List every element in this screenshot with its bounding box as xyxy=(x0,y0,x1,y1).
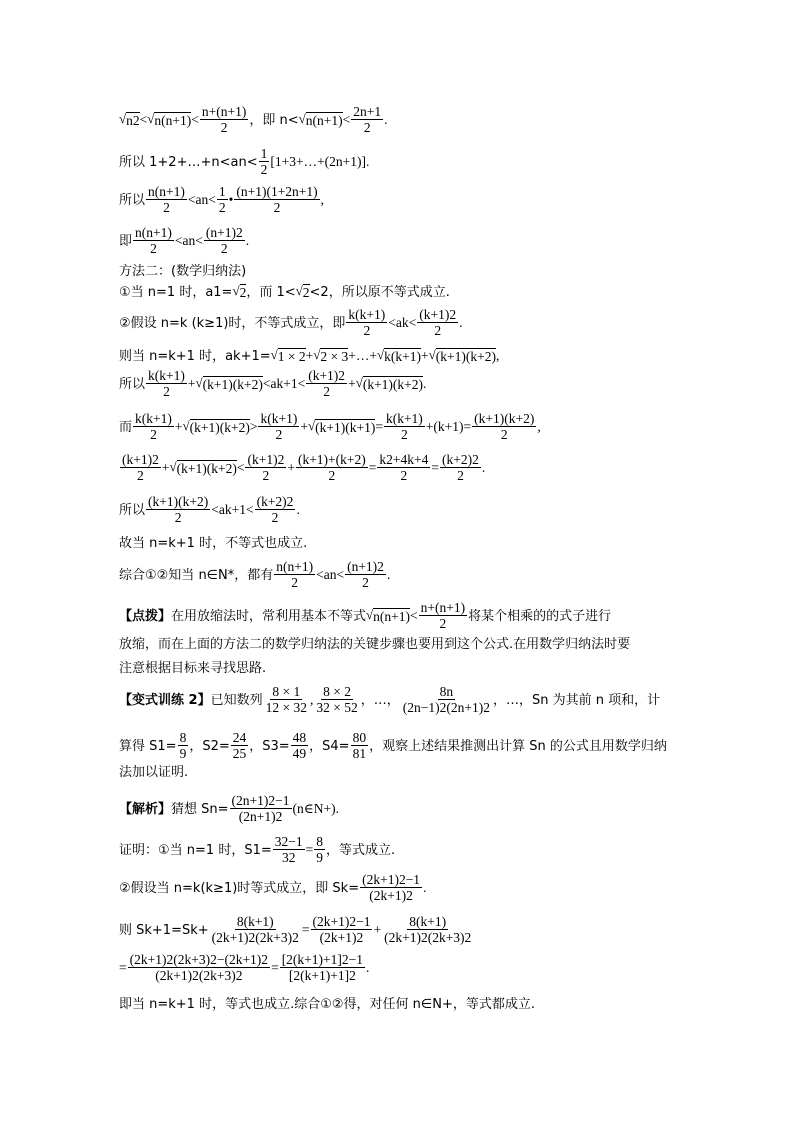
fraction: $\frac{n+(n+1)}{2}$ xyxy=(201,104,247,135)
hint-label: 【点拨】 xyxy=(119,608,172,624)
fraction: $\frac{k2+4k+4}{2}$ xyxy=(379,452,429,483)
line-24: 则 Sk+1=Sk+ $\frac{8(k+1)}{(2k+1)2(2k+3)2}$ = $\frac{(2k+1)2-1}{(2k+1)2}$ + $\frac{8(k+1)}{(2k+1)2(2k+3)2}$ xyxy=(119,914,472,945)
fraction: $\frac{(k+1)(k+2)}{2}$ xyxy=(148,494,209,525)
line-13: 故当 n=k+1 时，不等式也成立. xyxy=(119,536,308,551)
sqrt: √ 2 xyxy=(232,283,247,300)
line-18: 【变式训练 2】 已知数列 $\frac{8 \times 1}{12 \times 32}$ , $\frac{8 \times 2}{32 \times 52}$ ，…， $\frac{8n}{(2n-1)2(2n+1)2}$ ，…，Sn 为其前 n 项和，计 xyxy=(119,684,661,715)
fraction: $\frac{n+(n+1)}{2}$ xyxy=(420,600,466,631)
fraction: $\frac{1}{2}$ xyxy=(218,184,226,215)
line-8: 则当 n=k+1 时，ak+1= √ 1 × 2 + √ 2 × 3 +…+ √ k(k+1) + √ (k+1)(k+2) , xyxy=(119,347,500,364)
sqrt: √ (k+1)(k+2) xyxy=(169,459,237,476)
sqrt: √ (k+1)(k+2) xyxy=(355,375,424,392)
sqrt: √ 2 xyxy=(295,283,310,300)
fraction: $\frac{(k+1)2}{2}$ xyxy=(122,452,159,483)
fraction: $\frac{8}{9}$ xyxy=(316,834,323,865)
line-22: 证明：①当 n=1 时，S1= $\frac{32-1}{32}$ = $\frac{8}{9}$ ，等式成立. xyxy=(119,834,396,865)
line-23: ②假设当 n=k(k≥1)时等式成立，即 Sk= $\frac{(2k+1)2-1}{(2k+1)2}$ . xyxy=(119,872,427,903)
line-6: ①当 n=1 时，a1= √ 2 ，而 1< √ 2 <2，所以原不等式成立. xyxy=(119,283,450,300)
fraction: $\frac{(n+1)2}{2}$ xyxy=(347,559,384,590)
fraction: $\frac{(k+2)2}{2}$ xyxy=(442,452,479,483)
fraction: $\frac{k(k+1)}{2}$ xyxy=(148,368,185,399)
fraction: $\frac{8}{9}$ xyxy=(179,730,187,761)
sqrt: √ n(n+1) xyxy=(147,111,192,128)
fraction: $\frac{n(n+1)}{2}$ xyxy=(148,184,185,215)
fraction: $\frac{8 \times 1}{12 \times 32}$ xyxy=(265,684,307,715)
fraction: $\frac{32-1}{32}$ xyxy=(274,834,303,865)
fraction: $\frac{[2(k+1)+1]2-1}{[2(k+1)+1]2}$ xyxy=(281,952,364,983)
line-16: 放缩，而在上面的方法二的数学归纳法的关键步骤也要用到这个公式.在用数学归纳法时要 xyxy=(119,637,631,652)
line-21: 【解析】 猜想 Sn= $\frac{(2n+1)2-1}{(2n+1)2}$ (n∈N+). xyxy=(119,793,339,824)
fraction: $\frac{(2k+1)2(2k+3)2-(2k+1)2}{(2k+1)2(2k+3)2}$ xyxy=(129,952,269,983)
fraction: $\frac{2n+1}{2}$ xyxy=(353,104,382,135)
sqrt: √ n(n+1) xyxy=(366,607,411,624)
fraction: $\frac{8 \times 2}{32 \times 52}$ xyxy=(316,684,358,715)
fraction: $\frac{k(k+1)}{2}$ xyxy=(385,411,423,442)
sqrt: √ (k+1)(k+1) xyxy=(307,418,376,435)
line-17: 注意根据目标来寻找思路. xyxy=(119,661,267,676)
sqrt: √ 2 × 3 xyxy=(313,347,349,364)
fraction: $\frac{n(n+1)}{2}$ xyxy=(135,225,172,256)
line-1: √ n2 < √ n(n+1) < $\frac{n+(n+1)}{2}$ ，即 n< √ n(n+1) < $\frac{2n+1}{2}$ . xyxy=(119,104,388,135)
fraction: $\frac{(k+1)(k+2)}{2}$ xyxy=(474,411,535,442)
fraction: $\frac{(n+1)(1+2n+1)}{2}$ xyxy=(236,184,318,215)
line-9: 所以 $\frac{k(k+1)}{2}$ + √ (k+1)(k+2) <ak+1< $\frac{(k+1)2}{2}$ + √ (k+1)(k+2) . xyxy=(119,368,427,399)
line-4: 即 $\frac{n(n+1)}{2}$ <an< $\frac{(n+1)2}{2}$ . xyxy=(119,225,250,256)
line-10: 而 $\frac{k(k+1)}{2}$ + √ (k+1)(k+2) > $\frac{k(k+1)}{2}$ + √ (k+1)(k+1) = $\frac{k(k+1)}{2}$ +(k+1)= $\frac{(k+1)(k+2)}{2}$ , xyxy=(119,411,541,442)
fraction: $\frac{(2k+1)2-1}{(2k+1)2}$ xyxy=(362,872,421,903)
line-3: 所以 $\frac{n(n+1)}{2}$ <an< $\frac{1}{2}$ • $\frac{(n+1)(1+2n+1)}{2}$ , xyxy=(119,184,325,215)
line-7: ②假设 n=k (k≥1)时，不等式成立，即 $\frac{k(k+1)}{2}$ <ak< $\frac{(k+1)2}{2}$ . xyxy=(119,307,463,338)
exercise-label: 【变式训练 2】 xyxy=(119,692,211,708)
fraction: $\frac{k(k+1)}{2}$ xyxy=(260,411,298,442)
sqrt: √ 1 × 2 xyxy=(270,347,306,364)
fraction: $\frac{(k+1)2}{2}$ xyxy=(308,368,346,399)
fraction: $\frac{(2n+1)2-1}{(2n+1)2}$ xyxy=(231,793,290,824)
sqrt: √ (k+1)(k+2) xyxy=(195,375,263,392)
sqrt: √ (k+1)(k+2) xyxy=(428,347,497,364)
fraction: $\frac{(k+1)+(k+2)}{2}$ xyxy=(297,452,366,483)
fraction: $\frac{(k+2)2}{2}$ xyxy=(256,494,294,525)
line-5: 方法二：(数学归纳法) xyxy=(119,264,247,279)
fraction: $\frac{(k+1)2}{2}$ xyxy=(419,307,457,338)
fraction: $\frac{k(k+1)}{2}$ xyxy=(348,307,386,338)
line-25: = $\frac{(2k+1)2(2k+3)2-(2k+1)2}{(2k+1)2(2k+3)2}$ = $\frac{[2(k+1)+1]2-1}{[2(k+1)+1]2}$ . xyxy=(119,952,370,983)
sqrt: √ k(k+1) xyxy=(377,347,422,364)
fraction: $\frac{8(k+1)}{(2k+1)2(2k+3)2}$ xyxy=(384,914,472,945)
line-20: 法加以证明. xyxy=(119,765,189,780)
fraction: $\frac{(n+1)2}{2}$ xyxy=(205,225,243,256)
fraction: $\frac{80}{81}$ xyxy=(352,730,367,761)
line-19: 算得 S1= $\frac{8}{9}$ ，S2= $\frac{24}{25}$ ，S3= $\frac{48}{49}$ ，S4= $\frac{80}{81}$ ，观察上述结果推测出计算 Sn 的公式且用数学归纳 xyxy=(119,730,667,761)
fraction: $\frac{8(k+1)}{(2k+1)2(2k+3)2}$ xyxy=(211,914,299,945)
fraction: $\frac{n(n+1)}{2}$ xyxy=(276,559,314,590)
line-12: 所以 $\frac{(k+1)(k+2)}{2}$ <ak+1< $\frac{(k+2)2}{2}$ . xyxy=(119,494,300,525)
sqrt: √ n2 xyxy=(119,111,140,128)
fraction: $\frac{k(k+1)}{2}$ xyxy=(135,411,172,442)
fraction: $\frac{24}{25}$ xyxy=(232,730,247,761)
sqrt: √ n(n+1) xyxy=(298,111,343,128)
line-11: $\frac{(k+1)2}{2}$ + √ (k+1)(k+2) < $\frac{(k+1)2}{2}$ + $\frac{(k+1)+(k+2)}{2}$ = $\frac{k2+4k+4}{2}$ = $\frac{(k+2)2}{2}$ . xyxy=(122,452,486,483)
line-14: 综合①②知当 n∈N*，都有 $\frac{n(n+1)}{2}$ <an< $\frac{(n+1)2}{2}$ . xyxy=(119,559,391,590)
fraction: $\frac{1}{2}$ xyxy=(260,146,268,177)
fraction: $\frac{8n}{(2n-1)2(2n+1)2}$ xyxy=(402,684,490,715)
line-26: 即当 n=k+1 时，等式也成立.综合①②得，对任何 n∈N+，等式都成立. xyxy=(119,997,535,1012)
analysis-label: 【解析】 xyxy=(119,801,172,817)
sqrt: √ (k+1)(k+2) xyxy=(182,418,250,435)
fraction: $\frac{48}{49}$ xyxy=(292,730,307,761)
fraction: $\frac{(k+1)2}{2}$ xyxy=(247,452,285,483)
line-2: 所以 1+2+…+n<an< $\frac{1}{2}$ [1+3+…+(2n+1)]. xyxy=(119,146,370,177)
line-15: 【点拨】 在用放缩法时，常利用基本不等式 √ n(n+1) < $\frac{n+(n+1)}{2}$ 将某个相乘的的式子进行 xyxy=(119,600,612,631)
fraction: $\frac{(2k+1)2-1}{(2k+1)2}$ xyxy=(312,914,371,945)
